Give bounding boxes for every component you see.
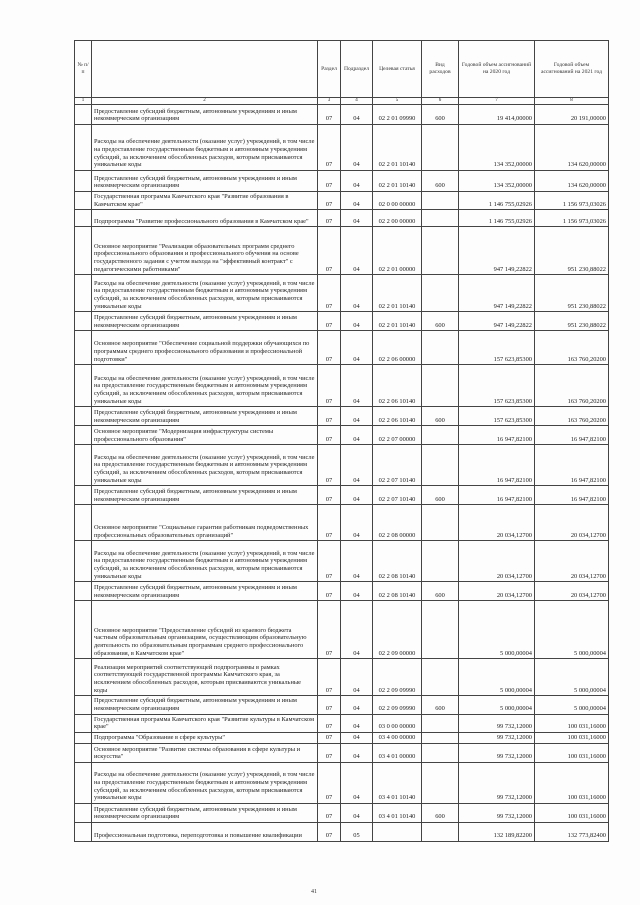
row-number-cell [75, 505, 92, 541]
row-expense-cell [422, 331, 459, 365]
row-expense-cell [422, 426, 459, 445]
row-expense-cell: 600 [422, 105, 459, 125]
row-2020-cell: 20 034,12700 [459, 505, 535, 541]
row-section-cell: 07 [318, 227, 341, 275]
row-2020-cell: 5 000,00004 [459, 659, 535, 696]
column-number-cell: 3 [318, 98, 341, 105]
row-name-cell: Государственная программа Камчатского края "Развитие культуры в Камчатском крае" [92, 714, 318, 732]
row-expense-cell [422, 763, 459, 804]
col-target-header: Целевая статья [373, 41, 422, 98]
table-body [75, 105, 609, 842]
row-name-cell: Предоставление субсидий бюджетным, автономным учреждениям и иным некоммерческим организациям [92, 171, 318, 192]
row-2020-cell: 16 947,82100 [459, 426, 535, 445]
row-target-cell: 02 2 01 09990 [373, 105, 422, 125]
row-section-cell: 07 [318, 210, 341, 227]
row-section-cell: 07 [318, 733, 341, 744]
row-number-cell [75, 445, 92, 486]
table-row [75, 331, 609, 365]
row-number-cell [75, 804, 92, 823]
row-2021-cell: 5 000,00004 [535, 659, 609, 696]
row-target-cell: 02 2 08 10140 [373, 541, 422, 582]
row-section-cell: 07 [318, 445, 341, 486]
row-expense-cell: 600 [422, 486, 459, 505]
row-subsection-cell: 04 [341, 275, 373, 312]
row-2021-cell: 16 947,82100 [535, 486, 609, 505]
row-target-cell: 02 2 01 10140 [373, 312, 422, 331]
row-target-cell: 02 2 01 10140 [373, 171, 422, 192]
row-subsection-cell: 04 [341, 601, 373, 659]
row-number-cell [75, 733, 92, 744]
row-2020-cell: 5 000,00004 [459, 696, 535, 714]
row-2020-cell: 1 146 755,02926 [459, 210, 535, 227]
row-2021-cell: 163 760,20200 [535, 365, 609, 407]
table-row [75, 407, 609, 426]
row-name-cell: Реализация мероприятий соответствующей подпрограммы в рамках соответствующей государственной программы Камчатского края, за исключением обособленных расходов, которым присваиваются уникальные коды [92, 659, 318, 696]
column-number-cell: 1 [75, 98, 92, 105]
row-section-cell: 07 [318, 744, 341, 763]
row-name-cell: Подпрограмма "Образование в сфере культуры" [92, 733, 318, 744]
row-2020-cell: 20 034,12700 [459, 582, 535, 601]
table-row [75, 744, 609, 763]
row-section-cell: 07 [318, 763, 341, 804]
table-row [75, 365, 609, 407]
column-number-cell: 5 [373, 98, 422, 105]
row-2021-cell: 20 034,12700 [535, 582, 609, 601]
row-subsection-cell: 04 [341, 210, 373, 227]
table-row [75, 541, 609, 582]
table-row [75, 733, 609, 744]
row-expense-cell [422, 601, 459, 659]
row-name-cell: Основное мероприятие "Реализация образовательных программ среднего профессионального образования и профессионального обучения на основе государственного задания с учетом выхода на "эффективный контракт" с педагогическими работниками" [92, 227, 318, 275]
row-2020-cell: 157 623,85300 [459, 365, 535, 407]
row-2021-cell: 20 191,00000 [535, 105, 609, 125]
row-name-cell: Расходы на обеспечение деятельности (оказание услуг) учреждений, в том числе на предоставление государственным бюджетным и автономным учреждениям субсидий, за исключением обособленных расходов, которым присваиваются уникальные коды [92, 445, 318, 486]
table-row [75, 426, 609, 445]
table-row [75, 312, 609, 331]
row-expense-cell: 600 [422, 582, 459, 601]
row-expense-cell [422, 445, 459, 486]
column-number-cell: 8 [535, 98, 609, 105]
row-subsection-cell: 04 [341, 426, 373, 445]
table-row [75, 823, 609, 842]
row-expense-cell [422, 823, 459, 842]
row-number-cell [75, 171, 92, 192]
row-number-cell [75, 192, 92, 210]
col-2020-header: Годовой объем ассигнований на 2020 год [459, 41, 535, 98]
row-name-cell: Профессиональная подготовка, переподготовка и повышение квалификации [92, 823, 318, 842]
row-target-cell: 02 2 08 10140 [373, 582, 422, 601]
header-row [75, 41, 609, 98]
row-2020-cell: 134 352,00000 [459, 171, 535, 192]
row-name-cell: Предоставление субсидий бюджетным, автономным учреждениям и иным некоммерческим организациям [92, 486, 318, 505]
table-row [75, 659, 609, 696]
row-section-cell: 07 [318, 105, 341, 125]
row-name-cell: Расходы на обеспечение деятельности (оказание услуг) учреждений, в том числе на предоставление государственным бюджетным и автономным учреждениям субсидий, за исключением обособленных расходов, которым присваиваются уникальные коды [92, 275, 318, 312]
row-target-cell: 02 2 00 00000 [373, 210, 422, 227]
column-number-cell: 4 [341, 98, 373, 105]
budget-table [74, 40, 609, 842]
row-2020-cell: 157 623,85300 [459, 407, 535, 426]
row-2021-cell: 951 230,88022 [535, 275, 609, 312]
row-section-cell: 07 [318, 582, 341, 601]
row-name-cell: Основное мероприятие "Социальные гарантии работникам подведомственных профессиональных образовательных организаций" [92, 505, 318, 541]
row-expense-cell [422, 541, 459, 582]
table-row [75, 275, 609, 312]
row-2021-cell: 951 230,88022 [535, 227, 609, 275]
row-expense-cell [422, 659, 459, 696]
row-target-cell: 02 2 07 10140 [373, 445, 422, 486]
row-expense-cell: 600 [422, 312, 459, 331]
page-number: 41 [311, 889, 317, 895]
row-name-cell: Предоставление субсидий бюджетным, автономным учреждениям и иным некоммерческим организациям [92, 804, 318, 823]
row-number-cell [75, 125, 92, 171]
row-number-cell [75, 823, 92, 842]
column-number-cell: 6 [422, 98, 459, 105]
row-section-cell: 07 [318, 601, 341, 659]
row-section-cell: 07 [318, 804, 341, 823]
row-2020-cell: 132 189,82200 [459, 823, 535, 842]
row-2021-cell: 134 620,00000 [535, 171, 609, 192]
row-expense-cell [422, 125, 459, 171]
row-subsection-cell: 04 [341, 714, 373, 732]
row-section-cell: 07 [318, 407, 341, 426]
row-expense-cell [422, 227, 459, 275]
row-subsection-cell: 04 [341, 486, 373, 505]
row-expense-cell [422, 365, 459, 407]
table-row [75, 445, 609, 486]
row-section-cell: 07 [318, 312, 341, 331]
row-number-cell [75, 407, 92, 426]
row-target-cell: 02 2 09 09990 [373, 659, 422, 696]
row-2020-cell: 16 947,82100 [459, 486, 535, 505]
row-2021-cell: 20 034,12700 [535, 541, 609, 582]
column-number-cell: 2 [92, 98, 318, 105]
row-2020-cell: 20 034,12700 [459, 541, 535, 582]
row-2021-cell: 16 947,82100 [535, 426, 609, 445]
row-2020-cell: 99 732,12000 [459, 744, 535, 763]
row-subsection-cell: 04 [341, 696, 373, 714]
row-section-cell: 07 [318, 192, 341, 210]
table-row [75, 227, 609, 275]
row-number-cell [75, 486, 92, 505]
row-target-cell: 02 2 07 10140 [373, 486, 422, 505]
row-section-cell: 07 [318, 125, 341, 171]
row-2021-cell: 132 773,82400 [535, 823, 609, 842]
column-number-row [75, 98, 609, 105]
row-name-cell: Государственная программа Камчатского края "Развитие образования в Камчатском крае" [92, 192, 318, 210]
row-2020-cell: 99 732,12000 [459, 733, 535, 744]
column-number-cell: 7 [459, 98, 535, 105]
row-expense-cell [422, 714, 459, 732]
row-expense-cell: 600 [422, 407, 459, 426]
row-expense-cell: 600 [422, 804, 459, 823]
row-expense-cell [422, 505, 459, 541]
col-2021-header: Годовой объем ассигнований на 2021 год [535, 41, 609, 98]
row-name-cell: Основное мероприятие "Обеспечение социальной поддержки обучающихся по программам среднего профессионального образования и профессиональной подготовки" [92, 331, 318, 365]
row-2021-cell: 20 034,12700 [535, 505, 609, 541]
row-section-cell: 07 [318, 823, 341, 842]
row-section-cell: 07 [318, 426, 341, 445]
row-target-cell: 02 2 01 10140 [373, 125, 422, 171]
row-target-cell: 03 4 01 10140 [373, 804, 422, 823]
row-section-cell: 07 [318, 171, 341, 192]
row-number-cell [75, 601, 92, 659]
table-row [75, 486, 609, 505]
row-target-cell [373, 823, 422, 842]
row-section-cell: 07 [318, 659, 341, 696]
row-name-cell: Расходы на обеспечение деятельности (оказание услуг) учреждений, в том числе на предоставление государственным бюджетным и автономным учреждениям субсидий, за исключением обособленных расходов, которым присваиваются уникальные коды [92, 763, 318, 804]
row-section-cell: 07 [318, 486, 341, 505]
row-section-cell: 07 [318, 505, 341, 541]
row-number-cell [75, 541, 92, 582]
col-subsection-header: Подраздел [341, 41, 373, 98]
row-2021-cell: 951 230,88022 [535, 312, 609, 331]
row-section-cell: 07 [318, 714, 341, 732]
row-subsection-cell: 04 [341, 227, 373, 275]
row-subsection-cell: 04 [341, 659, 373, 696]
row-target-cell: 02 0 00 00000 [373, 192, 422, 210]
row-name-cell: Основное мероприятие "Развитие системы образования в сфере культуры и искусства" [92, 744, 318, 763]
row-expense-cell [422, 275, 459, 312]
row-2020-cell: 99 732,12000 [459, 714, 535, 732]
row-number-cell [75, 312, 92, 331]
row-2021-cell: 5 000,00004 [535, 696, 609, 714]
row-subsection-cell: 04 [341, 125, 373, 171]
table-row [75, 125, 609, 171]
row-target-cell: 02 2 06 10140 [373, 407, 422, 426]
row-2020-cell: 19 414,00000 [459, 105, 535, 125]
row-name-cell: Расходы на обеспечение деятельности (оказание услуг) учреждений, в том числе на предоставление государственным бюджетным и автономным учреждениям субсидий, за исключением обособленных расходов, которым присваиваются уникальные коды [92, 365, 318, 407]
row-2020-cell: 947 149,22822 [459, 227, 535, 275]
row-number-cell [75, 227, 92, 275]
row-name-cell: Расходы на обеспечение деятельности (оказание услуг) учреждений, в том числе на предоставление государственным бюджетным и автономным учреждениям субсидий, за исключением обособленных расходов, которым присваиваются уникальные коды [92, 541, 318, 582]
row-subsection-cell: 04 [341, 445, 373, 486]
row-name-cell: Предоставление субсидий бюджетным, автономным учреждениям и иным некоммерческим организациям [92, 696, 318, 714]
row-subsection-cell: 04 [341, 171, 373, 192]
row-name-cell: Предоставление субсидий бюджетным, автономным учреждениям и иным некоммерческим организациям [92, 105, 318, 125]
row-name-cell: Расходы на обеспечение деятельности (оказание услуг) учреждений, в том числе на предоставление государственным бюджетным и автономным учреждениям субсидий, за исключением обособленных расходов, которым присваиваются уникальные коды [92, 125, 318, 171]
row-2020-cell: 947 149,22822 [459, 312, 535, 331]
row-name-cell: Предоставление субсидий бюджетным, автономным учреждениям и иным некоммерческим организациям [92, 312, 318, 331]
row-2020-cell: 16 947,82100 [459, 445, 535, 486]
row-2021-cell: 5 000,00004 [535, 601, 609, 659]
row-section-cell: 07 [318, 275, 341, 312]
row-2020-cell: 99 732,12000 [459, 763, 535, 804]
row-subsection-cell: 04 [341, 582, 373, 601]
row-target-cell: 03 4 01 10140 [373, 763, 422, 804]
row-number-cell [75, 714, 92, 732]
table-row [75, 582, 609, 601]
row-number-cell [75, 426, 92, 445]
table-row [75, 171, 609, 192]
row-number-cell [75, 210, 92, 227]
row-2020-cell: 99 732,12000 [459, 804, 535, 823]
row-subsection-cell: 04 [341, 763, 373, 804]
table-row [75, 105, 609, 125]
row-subsection-cell: 05 [341, 823, 373, 842]
row-subsection-cell: 04 [341, 407, 373, 426]
row-target-cell: 02 2 09 00000 [373, 601, 422, 659]
row-name-cell: Предоставление субсидий бюджетным, автономным учреждениям и иным некоммерческим организациям [92, 407, 318, 426]
row-2021-cell: 134 620,00000 [535, 125, 609, 171]
row-2021-cell: 1 156 973,03026 [535, 210, 609, 227]
table-row [75, 601, 609, 659]
row-2020-cell: 1 146 755,02926 [459, 192, 535, 210]
row-subsection-cell: 04 [341, 804, 373, 823]
row-number-cell [75, 582, 92, 601]
row-expense-cell: 600 [422, 171, 459, 192]
col-num-header: № п/п [75, 41, 92, 98]
row-2021-cell: 100 031,16000 [535, 763, 609, 804]
row-2021-cell: 163 760,20200 [535, 407, 609, 426]
row-number-cell [75, 696, 92, 714]
row-2020-cell: 5 000,00004 [459, 601, 535, 659]
table-row [75, 210, 609, 227]
row-target-cell: 02 2 06 10140 [373, 365, 422, 407]
row-name-cell: Подпрограмма "Развитие профессионального образования в Камчатском крае" [92, 210, 318, 227]
row-target-cell: 02 2 01 00000 [373, 227, 422, 275]
col-expense-header: Вид расходов [422, 41, 459, 98]
row-subsection-cell: 04 [341, 105, 373, 125]
row-name-cell: Основное мероприятие "Модернизация инфраструктуры системы профессионального образования" [92, 426, 318, 445]
row-expense-cell [422, 192, 459, 210]
table-row [75, 763, 609, 804]
row-number-cell [75, 365, 92, 407]
row-subsection-cell: 04 [341, 312, 373, 331]
row-2021-cell: 100 031,16000 [535, 714, 609, 732]
row-number-cell [75, 105, 92, 125]
row-subsection-cell: 04 [341, 505, 373, 541]
row-2021-cell: 100 031,16000 [535, 744, 609, 763]
row-subsection-cell: 04 [341, 744, 373, 763]
table-row [75, 804, 609, 823]
row-2021-cell: 1 156 973,03026 [535, 192, 609, 210]
row-expense-cell: 600 [422, 696, 459, 714]
row-number-cell [75, 331, 92, 365]
row-name-cell: Предоставление субсидий бюджетным, автономным учреждениям и иным некоммерческим организациям [92, 582, 318, 601]
row-2020-cell: 947 149,22822 [459, 275, 535, 312]
row-2021-cell: 163 760,20200 [535, 331, 609, 365]
row-section-cell: 07 [318, 541, 341, 582]
row-subsection-cell: 04 [341, 733, 373, 744]
row-number-cell [75, 763, 92, 804]
table-row [75, 696, 609, 714]
row-target-cell: 03 4 01 00000 [373, 744, 422, 763]
row-target-cell: 02 2 06 00000 [373, 331, 422, 365]
row-name-cell: Основное мероприятие "Предоставление субсидий из краевого бюджета частным образовательным организациям, осуществляющим образовательную деятельность по образовательным программам среднего профессионального образования, в Камчатском крае" [92, 601, 318, 659]
row-target-cell: 02 2 07 00000 [373, 426, 422, 445]
row-expense-cell [422, 744, 459, 763]
row-target-cell: 02 2 01 10140 [373, 275, 422, 312]
col-name-header [92, 41, 318, 98]
table-row [75, 505, 609, 541]
row-2021-cell: 100 031,16000 [535, 733, 609, 744]
row-number-cell [75, 744, 92, 763]
row-2020-cell: 134 352,00000 [459, 125, 535, 171]
col-section-header: Раздел [318, 41, 341, 98]
row-subsection-cell: 04 [341, 541, 373, 582]
row-target-cell: 03 4 00 00000 [373, 733, 422, 744]
row-expense-cell [422, 210, 459, 227]
row-number-cell [75, 275, 92, 312]
row-section-cell: 07 [318, 331, 341, 365]
row-section-cell: 07 [318, 365, 341, 407]
row-target-cell: 03 0 00 00000 [373, 714, 422, 732]
row-2021-cell: 100 031,16000 [535, 804, 609, 823]
table-row [75, 192, 609, 210]
row-subsection-cell: 04 [341, 331, 373, 365]
row-subsection-cell: 04 [341, 192, 373, 210]
row-number-cell [75, 659, 92, 696]
row-target-cell: 02 2 08 00000 [373, 505, 422, 541]
row-2020-cell: 157 623,85300 [459, 331, 535, 365]
row-target-cell: 02 2 09 09990 [373, 696, 422, 714]
row-subsection-cell: 04 [341, 365, 373, 407]
row-2021-cell: 16 947,82100 [535, 445, 609, 486]
row-section-cell: 07 [318, 696, 341, 714]
row-expense-cell [422, 733, 459, 744]
table-row [75, 714, 609, 732]
